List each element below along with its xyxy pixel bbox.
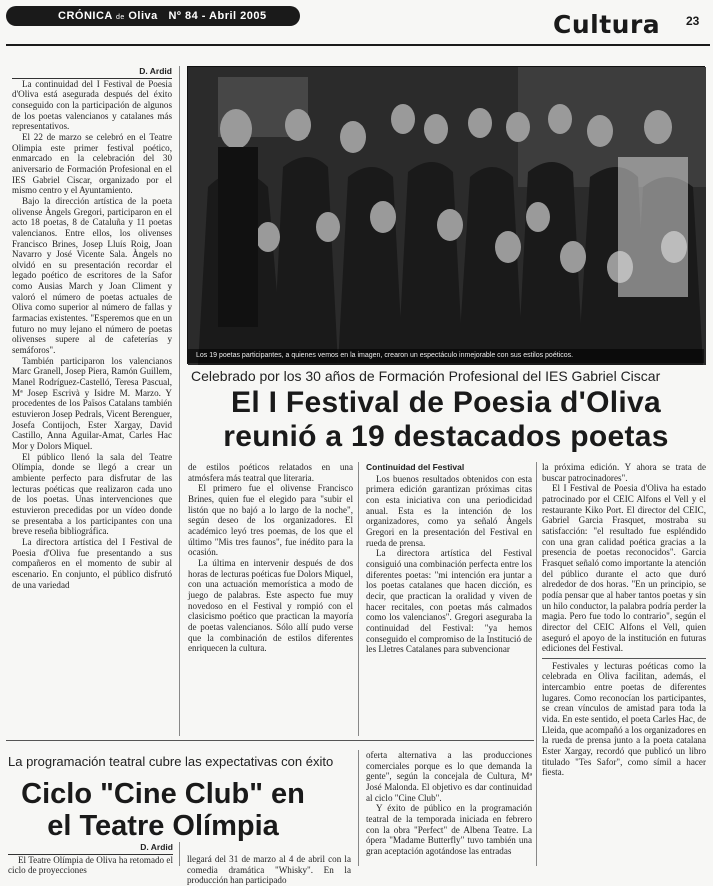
article1-col1	[12, 66, 172, 590]
paragraph: La directora artística del I Festival de Poesia d'Oliva fue presentando a sus compañeros en el momento de subir al escenario. En conjunto, el público disfrutó de una variedad	[12, 536, 172, 590]
masthead-de: de	[116, 14, 125, 21]
paragraph: de estilos poéticos relatados en una atmósfera más teatral que literaria.	[188, 462, 353, 483]
article2-col2	[187, 854, 351, 886]
column-divider	[179, 66, 180, 736]
headline-line: el Teatre Olímpia	[47, 810, 279, 842]
article1-crosshead: Continuidad del Festival	[366, 462, 465, 472]
paragraph: El 22 de marzo se celebró en el Teatre Olimpia este primer festival poético, enmarcado en la celebración del 30 aniversario de Formación Profesional en el IES Gabriel Ciscar, organizado por el mismo centro y el Ayuntamiento.	[12, 131, 172, 196]
paragraph: Los buenos resultados obtenidos con esta primera edición garantizan próximas citas con esta iniciativa con una periodicidad anual. Esta es la intención de los organizadores, como ya señaló Àngels Gregori en la presentación del Festival en rueda de prensa.	[366, 473, 532, 548]
section-title: Cultura	[553, 10, 661, 39]
paragraph: oferta alternativa a las producciones comerciales porque es lo que demanda la gente", según la concejala de Cultura, Mª José Malonda. El objetivo es dar continuidad al ciclo "Cine Club".	[366, 750, 532, 803]
headline-line: Ciclo "Cine Club" en	[21, 778, 305, 810]
top-rule	[6, 44, 710, 46]
column-divider	[358, 462, 359, 736]
masthead-bar	[6, 6, 300, 26]
article2-byline: D. Ardid	[8, 842, 173, 855]
article2-col3	[366, 750, 532, 857]
article1-byline: D. Ardid	[12, 66, 172, 79]
article1-col4	[542, 462, 706, 778]
paragraph: También participaron los valencianos Marc Granell, Josep Piera, Ramón Guillem, Manel Rodríguez-Castelló, Teresa Pascual, Mª Josep Escrivà y Isidre M. Marzo. Y procedentes de los Països Catalans también estuvieron Josep Pedrals, Vicent Berenguer, Josefa Contijoch, Ester Xargay, David Castillo, Anna Aguilar-Amat, Carles Hac Mor y Dolors Miquel.	[12, 355, 172, 451]
page-number: 23	[686, 14, 700, 28]
paragraph: Festivales y lecturas poéticas como la celebrada en Oliva facilitan, además, el intercambio entre poetas de diferentes lugares. Como reconocían los participantes, se crean vínculos de amistad para toda la vida. En este sentido, el poeta Carles Hac, de Lleida, que acompañó a los organizadores en la rueda de prensa junto a la poeta catalana Ester Xargay, recordó que publicó un libro titulado "Tes Safor", como símil a hacer fiesta.	[542, 658, 706, 778]
column-divider	[179, 842, 180, 866]
paragraph: Bajo la dirección artística de la poeta olivense Àngels Gregori, participaron en el acto 18 poetas, 8 de Cataluña y 11 poetas valencianos. Entre ellos, los olivenses Francisco Brines, Josep Lluís Roig, Joan Navarro y José Vicente Sala. Àngels no olvidó en su presentación recordar el legado poético de escritores de la Safor como Ausias March y Joan Climent y valoró el número de poetas actuales de Oliva como superior al número de fallas y farmacias existentes. "Esperemos que en un futuro no muy lejano el número de poetas olivenses supere al de cafeterías y semáforos".	[12, 195, 172, 356]
masthead-issue: Nº 84 - Abril 2005	[168, 10, 267, 22]
article1-headline	[187, 386, 705, 454]
masthead-town: Oliva	[128, 10, 158, 22]
paragraph: La directora artística del Festival consiguió una combinación perfecta entre los diferentes poetas: "mi intención era juntar a los poetas catalanes que hacen dicción, es decir, que practican la oralidad y viven de hacer recitales, con poetas más calmados como los valencianos". Gregori aseguraba la continuidad del Festival: "ya hemos conseguido el compromiso de la Institució de les Lletres Catalanes para subvencionar	[366, 548, 532, 655]
paragraph: El primero fue el olivense Francisco Brines, quien fue el elegido para "subir el listón que no bajó a lo largo de la noche", según deseo de los organizadores. El académico leyó tres poemas, de los que el último "Mis tres faunos", fue inédito para la ocasión.	[188, 483, 353, 558]
paragraph: llegará del 31 de marzo al 4 de abril con la comedia dramática "Whisky". En la producción han participado	[187, 854, 351, 886]
column-divider	[358, 750, 359, 866]
paragraph: El público llenó la sala del Teatre Olímpia, donde se llegó a crear un ambiente perfecto para disfrutar de las lecturas poéticas que realizaron cada uno de los poetas. Unas intervenciones que estuvieron precedidas por un vídeo donde se presentaba a los participantes con una breve reseña bibliográfica.	[12, 451, 172, 537]
article2-subhead: La programación teatral cubre las expectativas con éxito	[8, 754, 334, 769]
column-divider	[536, 462, 537, 866]
paragraph: Y éxito de público en la programación teatral de la temporada iniciada en febrero con la obra "Perfect" de Albena Teatre. La ópera "Madame Butterfly" tuvo también una gran aceptación agotándose las entradas	[366, 803, 532, 856]
paragraph: El I Festival de Poesia d'Oliva ha estado patrocinado por el CEIC Alfons el Vell y el restaurante Kiko Port. El director del CEIC, Gabriel Garcia Frasquet, mostraba su satisfacción: "el resultado fue espléndido con una gran calidad poética gracias a la presencia de poetas reconocidos". Garcia Frasquet señaló como importante la atención del público durante el acto que duró alrededor de dos horas. "En un principio, se podía pensar que al haber tantos poetas y sin un hilo conductor, la palabra podría perder la magia. Pero fue todo lo contrario", según el director del CEIC Alfons el Vell, quien aseguró el apoyo de la institución en futuras ediciones del Festival.	[542, 483, 706, 654]
paragraph: El Teatre Olímpia de Oliva ha retomado el ciclo de proyecciones	[8, 854, 173, 876]
article2-col1	[8, 842, 173, 876]
article1-subhead: Celebrado por los 30 años de Formación Profesional del IES Gabriel Ciscar	[191, 368, 661, 384]
photo-caption: Los 19 poetas participantes, a quienes vemos en la imagen, crearon un espectáculo inmejorable con sus estilos poéticos.	[188, 349, 704, 363]
group-photo	[187, 66, 705, 364]
masthead-name: CRÓNICA	[58, 10, 113, 22]
paragraph: La última en intervenir después de dos horas de lecturas poéticas fue Dolors Miquel, con una actuación memorística a modo de juego de palabras. Este aspecto fue muy novedoso en el Festival y rompió con el clasicismo poético que practican la mayoría de poetas valencianos. Sólo allí pudo verse que la combinación de estilos diferentes enriquecen la cultura.	[188, 557, 353, 654]
paragraph: la próxima edición. Y ahora se trata de buscar patrocinadores".	[542, 462, 706, 483]
headline-line: El I Festival de Poesia d'Oliva	[231, 386, 661, 419]
article1-col3	[366, 462, 532, 655]
article2-headline	[8, 778, 318, 842]
article1-col2	[188, 462, 353, 654]
headline-line: reunió a 19 destacados poetas	[223, 420, 669, 453]
group-photo-illustration	[188, 67, 706, 365]
article-separator	[6, 740, 534, 741]
paragraph: La continuidad del I Festival de Poesia d'Oliva está asegurada después del éxito conseguido con la participación de algunos de los poetas valencianos y catalanes más representativos.	[12, 78, 172, 132]
